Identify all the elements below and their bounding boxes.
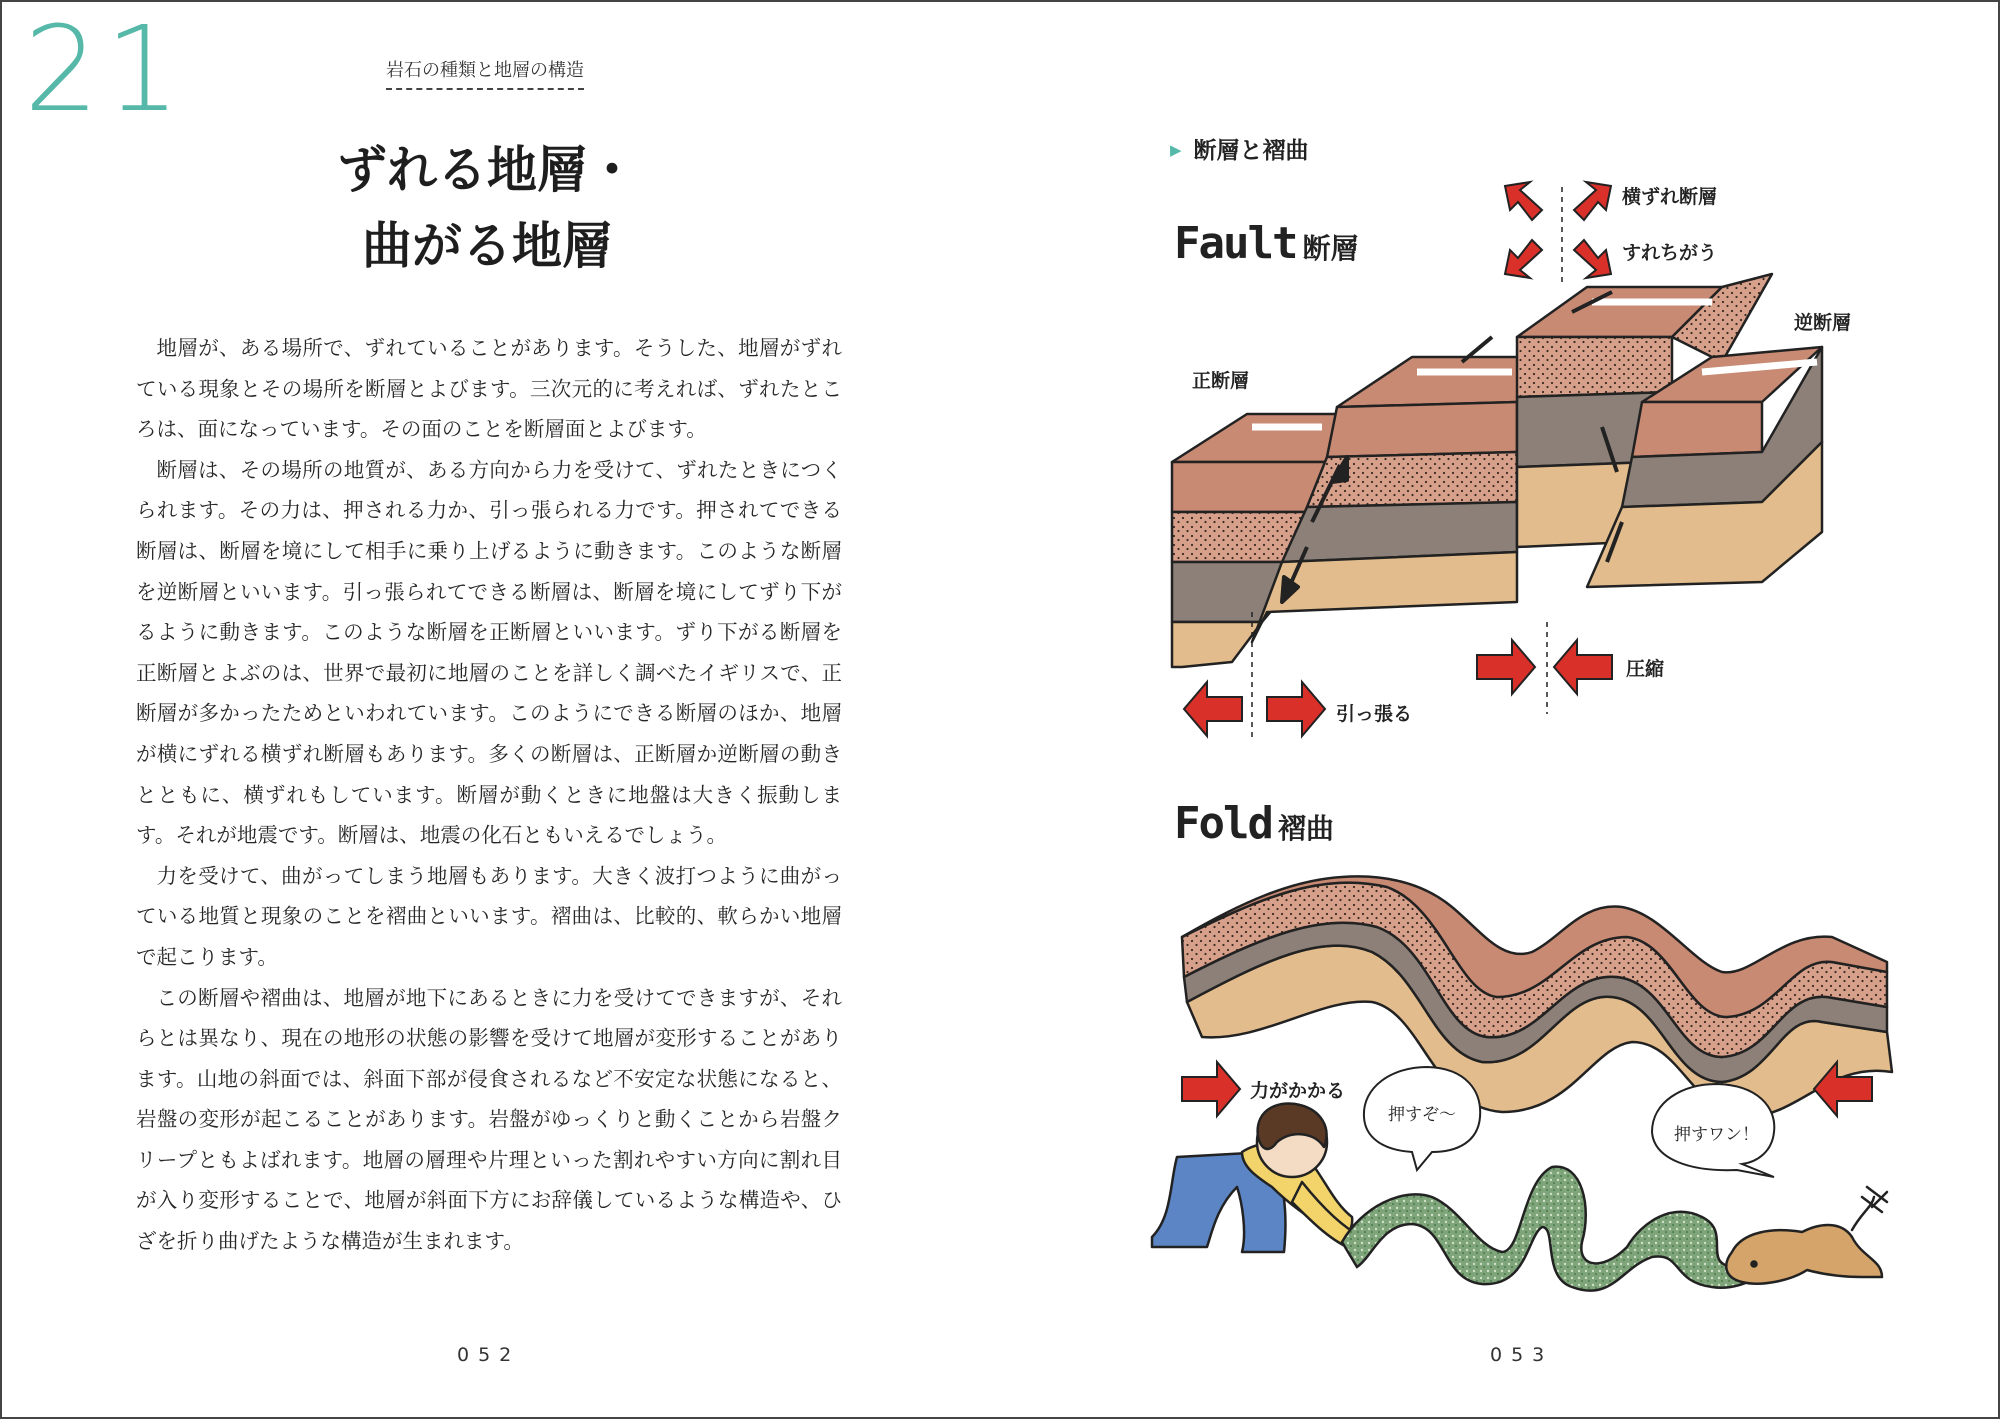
bubble-child-text: 押すぞ～ [1388,1105,1456,1125]
arrow-upper-left [1505,182,1542,220]
dog-illustration [1726,1187,1887,1284]
arrow-left-tension [1184,682,1242,736]
arrow-lower-left [1505,240,1542,278]
fault-title-ja: 断層 [1302,232,1359,265]
dog-body [1726,1225,1882,1284]
page-number-left: 052 [457,1344,521,1366]
fold-title [1174,798,1334,849]
arrow-left-compression [1554,640,1612,694]
label-tension: 引っ張る [1336,703,1413,725]
arrow-lower-right [1574,240,1611,278]
chapter-number: 21 [24,0,187,138]
paragraph-2: 断層は、その場所の地質が、ある方向から力を受けて、ずれたときにつくられます。その力は、押される力か、引っ張られる力です。押されてできる断層は、断層を境にして相手に乗り上げるように動きます。このような断層を逆断層といいます。引っ張られてできる断層は、断層を境にしてずり下がるように動きます。このような断層を正断層といいます。ずり下がる断層を正断層とよぶのは、世界で最初に地層のことを詳しく調べたイギリスで、正断層が多かったためといわれています。このようにできる断層のほか、地層が横にずれる横ずれ断層もあります。多くの断層は、正断層か逆断層の動きとともに、横ずれもしています。断層が動くときに地盤は大きく振動します。それが地震です。断層は、地震の化石ともいえるでしょう。 [136,457,842,848]
fault-title [1174,218,1358,269]
label-strike-slip: 横ずれ断層 [1622,186,1718,208]
title-line-2: 曲がる地層 [362,217,612,275]
dog-tail [1852,1197,1874,1230]
section-label: 岩石の種類と地層の構造 [386,56,584,90]
arrow-upper-right [1574,182,1611,220]
child-illustration [1152,1104,1362,1252]
label-normal-fault: 正断層 [1192,370,1250,392]
fold-title-en: Fold [1174,798,1272,849]
bubble-dog-text: 押すワン！ [1674,1125,1759,1145]
paragraph-3: 力を受けて、曲がってしまう地層もあります。大きく波打つように曲がっている地質と現象のことを褶曲といいます。褶曲は、比較的、軟らかい地層で起こります。 [136,863,842,969]
paragraph-1: 地層が、ある場所で、ずれていることがあります。そうした、地層がずれている現象とその場所を断層とよびます。三次元的に考えれば、ずれたところは、面になっています。その面のことを断層面とよびます。 [136,336,842,442]
fault-title-en: Fault [1174,218,1297,269]
label-reverse-fault: 逆断層 [1794,312,1852,334]
triangle-bullet-icon: ▶ [1170,141,1182,159]
arrow-push-right [1182,1062,1240,1116]
page-number-right: 053 [1490,1344,1554,1366]
label-compression: 圧縮 [1626,658,1665,680]
label-pass-by: すれちがう [1622,242,1718,264]
figure-heading-text: 断層と褶曲 [1193,138,1309,164]
paragraph-4: この断層や褶曲は、地層が地下にあるときに力を受けてできますが、それらとは異なり、現在の地形の状態の影響を受けて地層が変形することがあります。山地の斜面では、斜面下部が侵食されるなど不安定な状態になると、岩盤の変形が起こることがあります。岩盤がゆっくりと動くことから岩盤クリープともよばれます。地層の層理や片理といった割れやすい方向に割れ目が入り変形することで、地層が斜面下方にお辞儀しているような構造や、ひざを折り曲げたような構造が生まれます。 [136,985,842,1254]
figure-artwork [2,2,2000,1419]
dog-eye [1752,1262,1757,1267]
label-force-applied: 力がかかる [1250,1080,1346,1102]
fold-title-ja: 褶曲 [1277,812,1334,845]
title-line-1: ずれる地層・ [337,141,637,199]
arrow-right-compression [1477,640,1535,694]
arrow-right-tension [1267,682,1325,736]
